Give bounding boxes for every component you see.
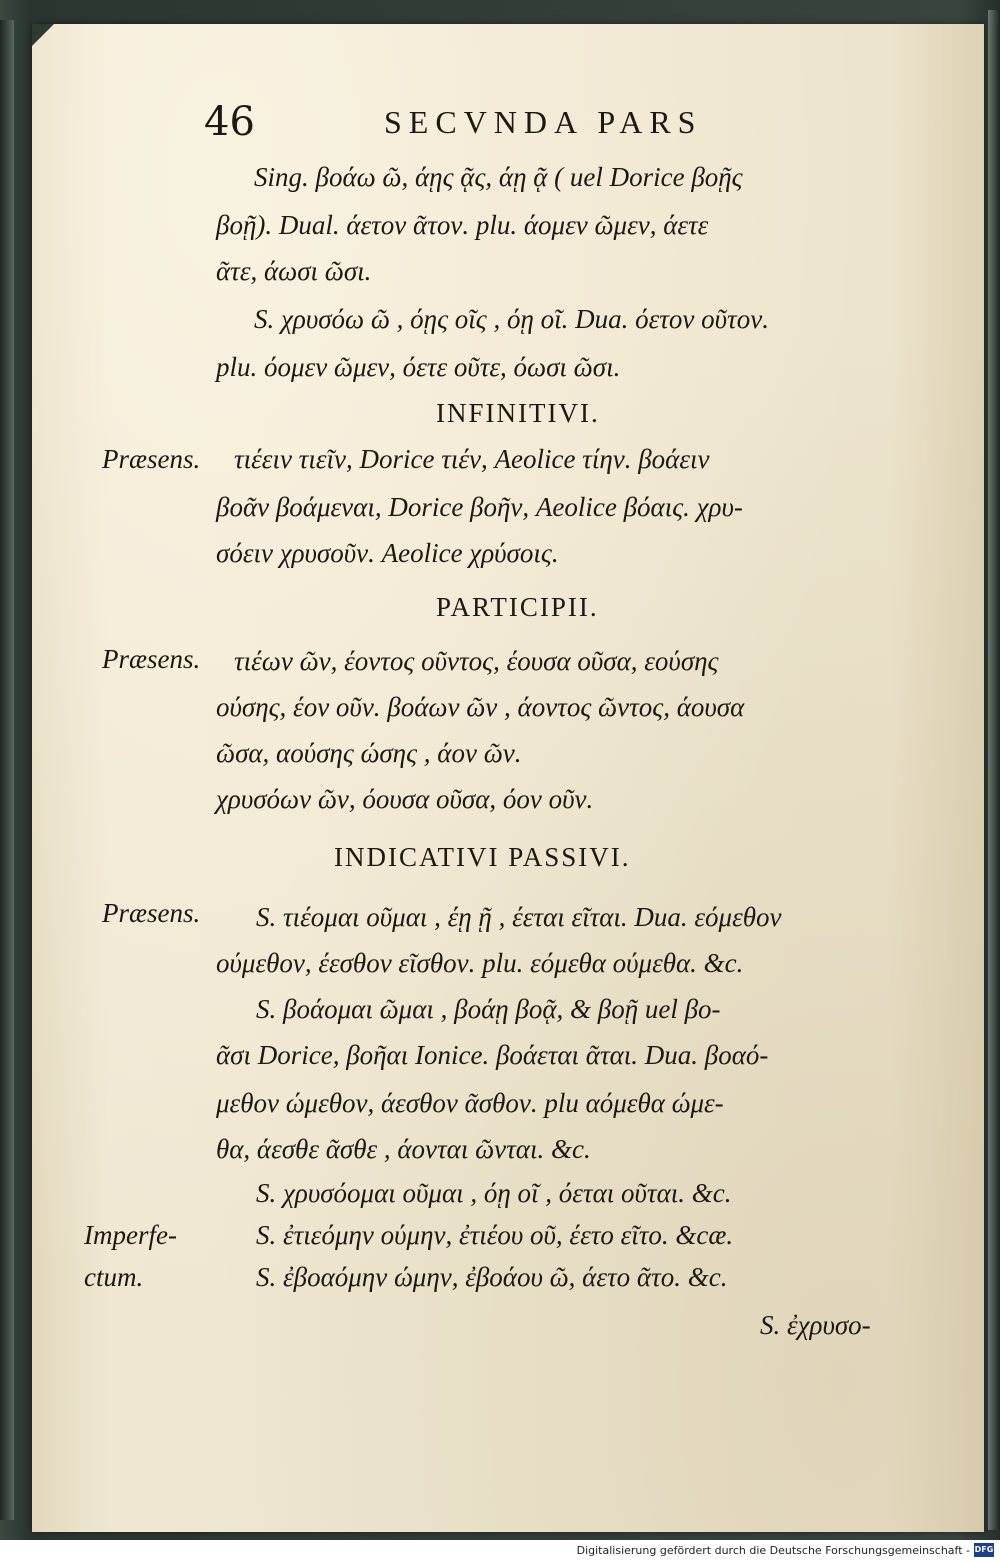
text-line: ούμεθον, έεσθον εῖσθον. plu. εόμεθα ούμεθα. &c. — [216, 948, 744, 978]
page-number: 46 — [204, 99, 255, 145]
text-line: τιέειν τιεῖν, Dorice τιέν, Aeolice τίην. βοάειν — [234, 444, 710, 474]
book-page — [32, 24, 984, 1532]
text-line: S. χρυσόω ῶ , όῃς οῖς , όῃ οῖ. Dua. όετον οῦτον. — [254, 304, 769, 334]
margin-note-praesens: Præsens. — [102, 898, 201, 928]
margin-note-imperfectum: ctum. — [84, 1262, 144, 1292]
text-line: S. τιέομαι οῦμαι , έῃ ῇ , έεται εῖται. Dua. εόμεθον — [256, 902, 782, 932]
page-fold-corner — [32, 24, 54, 46]
margin-note-imperfectum: Imperfe- — [84, 1220, 177, 1250]
text-line: S. ἐβοαόμην ώμην, ἐβοάου ῶ, άετο ᾶτο. &c. — [256, 1262, 728, 1292]
text-line: ούσης, έον οῦν. βοάων ῶν , άοντος ῶντος, άουσα — [216, 692, 745, 722]
text-line: Sing. βοάω ῶ, άῃς ᾷς, άῃ ᾷ ( uel Dorice βοῇς — [254, 162, 743, 192]
running-head: SECVNDA PARS — [384, 104, 703, 140]
text-line: τιέων ῶν, έοντος οῦντος, έουσα οῦσα, εούσης — [234, 646, 719, 676]
cover-edge-left — [0, 20, 14, 1520]
catchword: S. ἐχρυσο- — [760, 1310, 871, 1340]
cover-edge-right — [988, 10, 1000, 1530]
margin-note-praesens: Præsens. — [102, 644, 201, 674]
text-line: βοᾶν βοάμεναι, Dorice βοῆν, Aeolice βόαις. χρυ- — [216, 492, 743, 522]
text-line: βοῇ). Dual. άετον ᾶτον. plu. άομεν ῶμεν, άετε — [216, 210, 709, 240]
text-line: S. ἐτιεόμην ούμην, ἐτιέου οῦ, έετο εῖτο. &cæ. — [256, 1220, 734, 1250]
text-line: ᾶτε, άωσι ῶσι. — [216, 256, 372, 286]
dfg-logo-icon: DFG — [974, 1543, 994, 1557]
text-line: ῶσα, αούσης ώσης , άον ῶν. — [216, 738, 522, 768]
section-heading-infinitivi: INFINITIVI. — [436, 398, 600, 428]
section-heading-indicativi-passivi: INDICATIVI PASSIVI. — [334, 842, 631, 872]
text-line: χρυσόων ῶν, όουσα οῦσα, όον οῦν. — [216, 784, 594, 814]
margin-note-praesens: Præsens. — [102, 444, 201, 474]
text-line: σόειν χρυσοῦν. Aeolice χρύσοις. — [216, 538, 559, 568]
footer-credit: Digitalisierung gefördert durch die Deutsche Forschungsgemeinschaft - — [576, 1544, 970, 1557]
text-line: S. βοάομαι ῶμαι , βοάῃ βοᾷ, & βοῇ uel βο- — [256, 994, 721, 1024]
text-line: θα, άεσθε ᾶσθε , άονται ῶνται. &c. — [216, 1134, 591, 1164]
text-line: ᾶσι Dorice, βοῆαι Ionice. βοάεται ᾶται. Dua. βοαό- — [216, 1040, 769, 1070]
section-heading-participii: PARTICIPII. — [436, 592, 599, 622]
text-line: S. χρυσόομαι οῦμαι , όῃ οῖ , όεται οῦται. &c. — [256, 1178, 732, 1208]
text-line: plu. όομεν ῶμεν, όετε οῦτε, όωσι ῶσι. — [216, 352, 621, 382]
text-line: μεθον ώμεθον, άεσθον ᾶσθον. plu αόμεθα ώμε- — [216, 1088, 724, 1118]
